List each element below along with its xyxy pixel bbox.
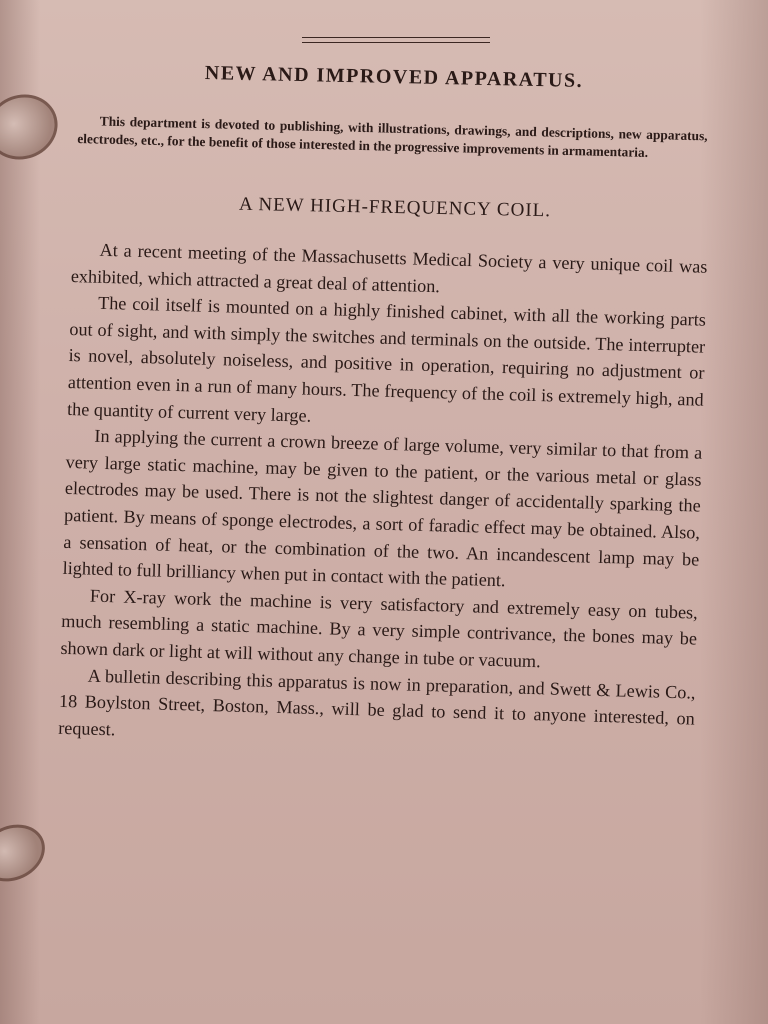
- binder-ring-bottom: [0, 814, 54, 892]
- binder-ring-top: [0, 85, 67, 170]
- department-heading: NEW AND IMPROVED APPARATUS.: [204, 62, 584, 92]
- paragraph: A bulletin describing this apparatus is now in preparation, and Swett & Lewis Co., 18 Boylston Street, Boston, Mass., will be glad to send it to anyone interested, on request.: [57, 665, 696, 740]
- article-title: A NEW HIGH-FREQUENCY COIL.: [238, 193, 552, 222]
- ornamental-rule-bottom: [302, 42, 490, 43]
- ornamental-rule-top: [302, 37, 490, 38]
- article-body: [58, 236, 708, 759]
- paragraph: For X-ray work the machine is very satisfactory and extremely easy on tubes, much resembling a static machine. By a very simple contrivance, the bones may be shown dark or light at will without any change in tube or vacuum.: [60, 585, 699, 672]
- paragraph: At a recent meeting of the Massachusetts Medical Society a very unique coil was exhibited, which attracted a great deal of attention.: [70, 239, 708, 296]
- department-intro: This department is devoted to publishing, with illustrations, drawings, and descriptions, new apparatus, electrodes, etc., for the benefit of those interested in the progressive improvements in armamentaria.: [77, 113, 708, 160]
- paragraph: The coil itself is mounted on a highly finished cabinet, with all the working parts out of sight, and with simply the switches and terminals on the outside. The interrupter is novel, absolutely noiseless, and positive in operation, requiring no adjustment or attention even in a run of many hours. The frequency of the coil is extremely high, and the quantity of current very large.: [66, 292, 707, 426]
- paragraph: In applying the current a crown breeze of large volume, very similar to that from a very large static machine, may be given to the patient, or the various metal or glass electrodes may be used. There is not the slightest danger of accidentally sparking the patient. By means of sponge electrodes, a sort of faradic effect may be obtained. Also, a sensation of heat, or the combination of the two. An incandescent lamp may be lighted to full brilliancy when put in contact with the patient.: [62, 425, 703, 591]
